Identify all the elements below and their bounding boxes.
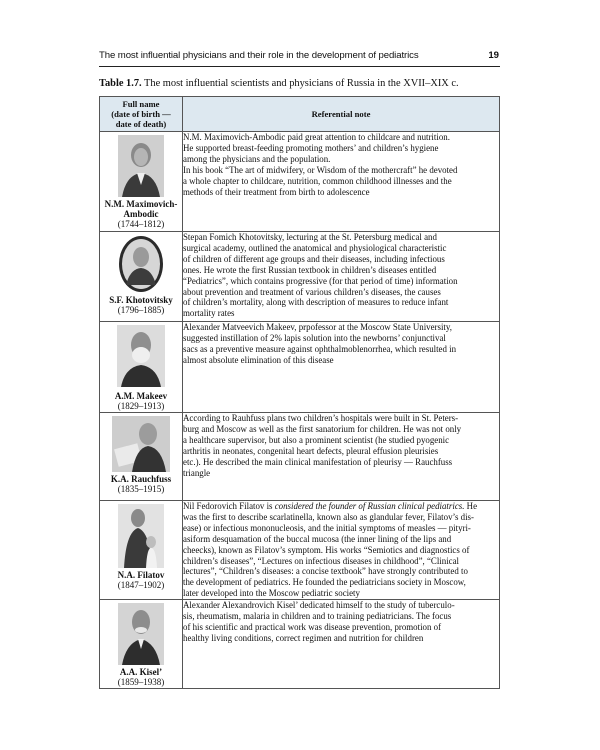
person-dates: (1859–1938)	[117, 677, 165, 688]
referential-note	[183, 413, 500, 501]
person-dates: (1829–1913)	[117, 401, 165, 411]
person-name: A.M. Makeev	[114, 391, 168, 401]
person-dates: (1796–1885)	[117, 305, 165, 315]
note-line: burg and Moscow as well as the first sanatorium for children. He was not only	[183, 423, 462, 434]
note-line: cheecks), known as Filatov’s symptom. His works “Semiotics and diagnostics of	[183, 544, 470, 555]
note-line: sis, rheumatism, malaria in children and to training pediatricians. The focus	[183, 611, 452, 622]
note-text: Nil Fedorovich Filatov is	[183, 501, 275, 511]
person-cell	[100, 600, 183, 689]
note-line: etc.). He described the main clinical manifestation of pleurisy — Rauchfuss	[183, 456, 453, 467]
note-line: He supported breast-feeding promoting mothers’ and children’s hygiene	[183, 142, 439, 153]
note-line: arthritis in neonates, congenital heart defects, pleural effusion pleurisies	[183, 445, 439, 456]
referential-note	[183, 132, 500, 232]
note-line: was the first to describe scarlatinella, known also as glandular fever, Filatov’s dis-	[183, 511, 474, 522]
note-line: N.M. Maximovich-Ambodic paid great attention to childcare and nutrition.	[183, 132, 450, 142]
note-line: among the physicians and the population.	[183, 153, 331, 164]
note-line	[183, 501, 499, 512]
table-row	[100, 232, 500, 322]
note-line: triangle	[183, 467, 211, 478]
note-line: a healthcare supervisor, but also a prominent scientist (he studied pyogenic	[183, 434, 450, 445]
person-name: A.A. Kisel’	[119, 667, 163, 678]
portrait-maximovich-ambodic	[118, 135, 164, 197]
note-line: Alexander Alexandrovich Kisel’ dedicated himself to the study of tuberculo-	[183, 600, 455, 611]
physicians-table	[99, 96, 500, 689]
person-cell	[100, 413, 183, 501]
referential-note	[183, 501, 500, 600]
note-line: ease) or infectious mononucleosis, and the initial symptoms of measles — pityri-	[183, 522, 471, 533]
header-rule	[99, 66, 500, 67]
note-line: asiform desquamation of the buccal mucosa (the inner lining of the lips and	[183, 533, 452, 544]
table-caption-text: The most influential scientists and physicians of Russia in the XVII–XIX c.	[141, 78, 459, 89]
person-cell	[100, 322, 183, 413]
note-line: of children’s mortality, along with description of measures to reduce infant	[183, 297, 449, 308]
note-line: the development of pediatrics. He founded the pediatricians society in Moscow,	[183, 577, 466, 588]
note-line: healthy living conditions, correct regimen and nutrition for children	[183, 632, 424, 643]
person-dates: (1847–1902)	[117, 580, 165, 590]
running-header	[99, 50, 499, 64]
person-name: S.F. Khotovitsky	[109, 295, 173, 305]
note-line: ones. He wrote the first Russian textbook in children’s diseases entitled	[183, 264, 437, 275]
note-line: methods of their treatment from birth to adolescence	[183, 186, 370, 197]
table-row	[100, 413, 500, 501]
note-line: “Pediatrics”, which contains progressive (for that period of time) information	[183, 275, 458, 286]
note-text: He	[464, 501, 478, 511]
table-row	[100, 501, 500, 600]
note-line: of his scientific and practical work was disease prevention, promotion of	[183, 621, 442, 632]
person-name: K.A. Rauchfuss	[110, 474, 172, 484]
page-number: 19	[488, 50, 499, 61]
person-cell	[100, 501, 183, 600]
portrait-kisel	[118, 603, 164, 665]
note-line: children’s diseases”, “Lectures on infectious diseases in childhood”, “Clinical	[183, 555, 460, 566]
portrait-filatov	[118, 504, 164, 568]
note-line: mortality rates	[183, 308, 235, 319]
person-dates: (1835–1915)	[117, 484, 165, 494]
table-row	[100, 322, 500, 413]
portrait-khotovitsky	[118, 235, 164, 293]
referential-note	[183, 322, 500, 413]
table-caption-label: Table 1.7.	[99, 78, 142, 89]
col-header-full-name	[100, 97, 183, 132]
note-line: lectures”, “Children’s diseases: a concise textbook” have strongly contributed to	[183, 566, 468, 577]
col-header-referential-note: Referential note	[183, 97, 500, 132]
table-header-row	[100, 97, 500, 132]
note-line: of children of different age groups and their diseases, including infectious	[183, 253, 445, 264]
portrait-rauchfuss	[112, 416, 170, 472]
note-line: a whole chapter to childcare, nutrition, common childhood illnesses and the	[183, 175, 452, 186]
note-line: almost absolute elimination of this disease	[183, 354, 334, 365]
note-line: suggested instillation of 2% lapis solution into the newborns’ conjunctival	[183, 332, 446, 343]
col-header-full-name-line-1: Full name	[122, 99, 160, 109]
note-line: According to Rauhfuss plans two children’s hospitals were built in St. Peters-	[183, 413, 459, 423]
note-line: Stepan Fomich Khotovitsky, lecturing at the St. Petersburg medical and	[183, 232, 437, 242]
col-header-full-name-line-3: date of death)	[115, 119, 167, 129]
table-caption	[99, 78, 499, 89]
table-row	[100, 132, 500, 232]
note-emphasis: considered the founder of Russian clinical pediatrics.	[274, 501, 465, 511]
referential-note	[183, 232, 500, 322]
person-name: N.A. Filatov	[117, 570, 165, 580]
note-line: Alexander Matveevich Makeev, prpofessor at the Moscow State University,	[183, 322, 452, 332]
col-header-full-name-line-2: (date of birth —	[111, 109, 171, 119]
note-line: later developed into the Moscow pediatric society	[183, 588, 360, 599]
note-line: surgical academy, outlined the anatomical and physiological characteristic	[183, 242, 447, 253]
note-line: about prevention and treatment of various children’s diseases, the causes	[183, 286, 441, 297]
running-header-title: The most influential physicians and their role in the development of pediatrics	[99, 50, 419, 61]
person-cell	[100, 232, 183, 322]
referential-note	[183, 600, 500, 689]
person-cell	[100, 132, 183, 232]
note-line: In his book “The art of midwifery, or Wisdom of the mothercraft” he devoted	[183, 164, 458, 175]
person-name: N.M. Maximovich-Ambodic	[104, 199, 178, 219]
portrait-makeev	[117, 325, 165, 387]
table-row	[100, 600, 500, 689]
person-dates: (1744–1812)	[117, 219, 165, 229]
note-line: sacs as a preventive measure against ophthalmoblenorrhea, which resulted in	[183, 343, 457, 354]
